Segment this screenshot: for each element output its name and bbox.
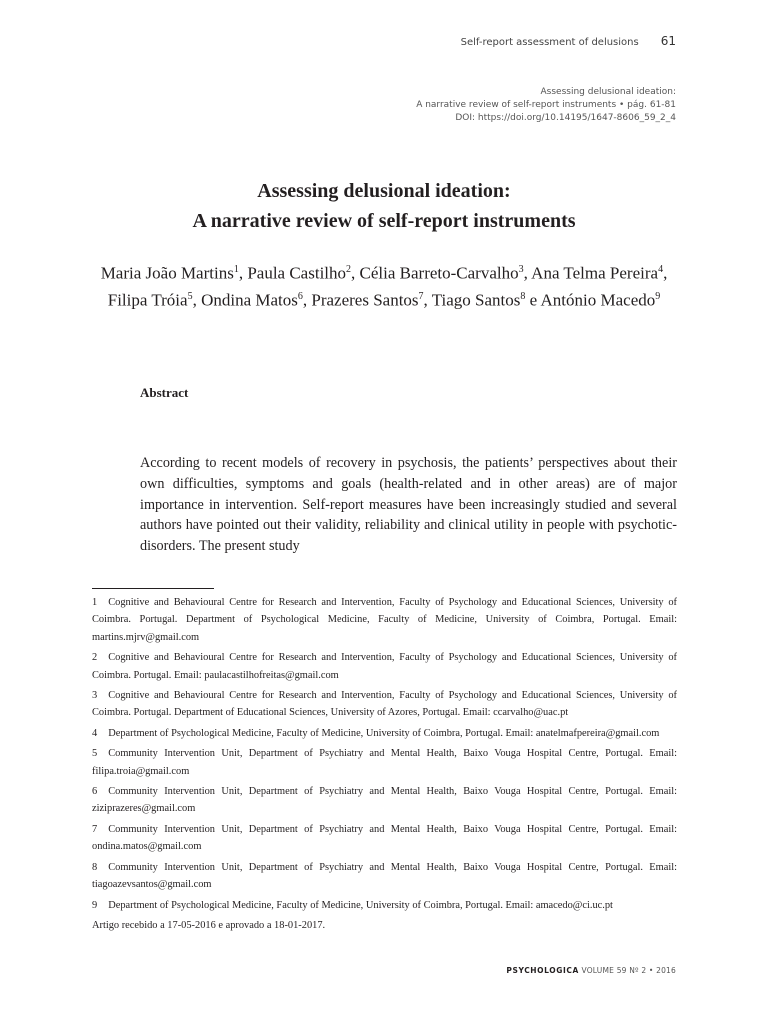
author-name: Célia Barreto-Carvalho [359, 263, 519, 283]
footnote-number: 6 [92, 786, 98, 798]
affiliation-marker: 6 [297, 290, 303, 302]
footnote [92, 594, 677, 646]
footnote-number: 1 [92, 597, 98, 608]
footnote-text: Cognitive and Behavioural Centre for Research and Intervention, Faculty of Psychology and Educational Sciences, University of Coimbra. Portugal. Email: paulacastilhofreitas@gmail.com [92, 652, 677, 681]
title-line2: A narrative review of self-report instruments [192, 210, 576, 232]
footnote-number: 8 [92, 861, 98, 873]
footnote-text: Department of Psychological Medicine, Faculty of Medicine, University of Coimbra, Portugal. Email: anatelmafpereira@gmail.com [108, 727, 660, 739]
journal-name: PSYCHOLOGICA [506, 966, 579, 975]
title-line1: Assessing delusional ideation: [257, 180, 511, 202]
article-info-line2: A narrative review of self-report instruments • pág. 61-81 [416, 100, 676, 110]
affiliation-marker: 4 [658, 264, 664, 275]
author-name: Prazeres Santos [311, 290, 419, 310]
affiliation-marker: 2 [346, 264, 352, 275]
footnote-text: Department of Psychological Medicine, Faculty of Medicine, University of Coimbra, Portugal. Email: amacedo@ci.uc.pt [108, 899, 613, 911]
article-title [0, 176, 768, 236]
footnote [92, 859, 677, 894]
author-conjunction: e [529, 290, 538, 310]
author-name: Ana Telma Pereira [531, 263, 659, 283]
abstract-text: According to recent models of recovery in psychosis, the patients’ perspectives about their own difficulties, symptoms and goals (health-related and in other areas) are of major importance in intervention. Self-report measures have been increasingly studied and several authors have pointed out their validity, reliability and clinical utility in people with psychotic-disorders. The present study [140, 455, 677, 555]
footnote-text: Cognitive and Behavioural Centre for Research and Intervention, Faculty of Psychology and Educational Sciences, University of Coimbra. Portugal. Department of Psychological Medicine, Faculty of Medicine, University of Coimbra, Portugal. Email: martins.mjrv@gmail.com [92, 597, 677, 643]
affiliation-marker: 7 [418, 290, 424, 302]
footnote-number: 9 [92, 899, 98, 911]
affiliation-marker: 9 [655, 290, 661, 302]
article-info-line1: Assessing delusional ideation: [540, 87, 676, 97]
footnote-text: Community Intervention Unit, Department of Psychiatry and Mental Health, Baixo Vouga Hospital Centre, Portugal. Email: ziziprazeres@gmail.com [92, 786, 677, 815]
footnote-number: 5 [92, 748, 98, 760]
footnote-number: 2 [92, 652, 98, 664]
footnote-text: Community Intervention Unit, Department of Psychiatry and Mental Health, Baixo Vouga Hospital Centre, Portugal. Email: ondina.matos@gmail.com [92, 823, 677, 853]
footnote [92, 745, 677, 780]
page-number: 61 [660, 34, 676, 48]
footnote [92, 783, 677, 818]
footnote-text: Community Intervention Unit, Department of Psychiatry and Mental Health, Baixo Vouga Hospital Centre, Portugal. Email: tiagoazevsantos@gmail.com [92, 861, 677, 891]
affiliation-marker: 1 [233, 264, 239, 275]
footnote [92, 687, 677, 722]
footnotes [92, 594, 677, 934]
footnote-number: 7 [92, 823, 98, 835]
author-name: Paula Castilho [247, 263, 347, 283]
author-name: António Macedo [540, 290, 656, 310]
doi-line: DOI: https://doi.org/10.14195/1647-8606_59_2_4 [455, 113, 676, 123]
footnote [92, 649, 677, 684]
footnote [92, 897, 677, 914]
affiliation-marker: 8 [520, 290, 526, 302]
footnote-number: 4 [92, 727, 98, 739]
article-info [416, 86, 676, 125]
author-name: Ondina Matos [201, 290, 298, 310]
affiliation-marker: 5 [187, 290, 193, 302]
footnote [92, 821, 677, 856]
affiliation-marker: 3 [518, 264, 524, 275]
journal-issue: VOLUME 59 Nº 2 • 2016 [581, 966, 676, 975]
author-name: Filipa Tróia [107, 290, 188, 310]
author-name: Maria João Martins [100, 263, 234, 283]
footnote [92, 725, 677, 742]
author-list: Maria João Martins$^1$, Paula Castilho$^2$, Célia Barreto-Carvalho$^3$, Ana Telma Pereira$^4$, Filipa Tróia$^5$, Ondina Matos$^6$, Prazeres Santos$^7$, Tiago Santos$^8$ e António Macedo$^9$ [100, 263, 668, 310]
author-name: Tiago Santos [431, 290, 521, 310]
running-header [461, 34, 676, 48]
footnote-text: Community Intervention Unit, Department of Psychiatry and Mental Health, Baixo Vouga Hospital Centre, Portugal. Email: filipa.troia@gmail.com [92, 748, 677, 777]
received-note: Artigo recebido a 17-05-2016 e aprovado a 18-01-2017. [92, 919, 326, 931]
footnote-number: 3 [92, 690, 98, 702]
journal-footer [506, 966, 676, 975]
running-title: Self-report assessment of delusions [460, 37, 639, 48]
footnote-text: Cognitive and Behavioural Centre for Research and Intervention, Faculty of Psychology and Educational Sciences, University of Coimbra. Portugal. Department of Educational Sciences, University of Azores, Portugal. Email: ccarvalho@uac.pt [92, 690, 677, 719]
footnote-divider [92, 588, 214, 589]
abstract-heading: Abstract [140, 385, 189, 400]
